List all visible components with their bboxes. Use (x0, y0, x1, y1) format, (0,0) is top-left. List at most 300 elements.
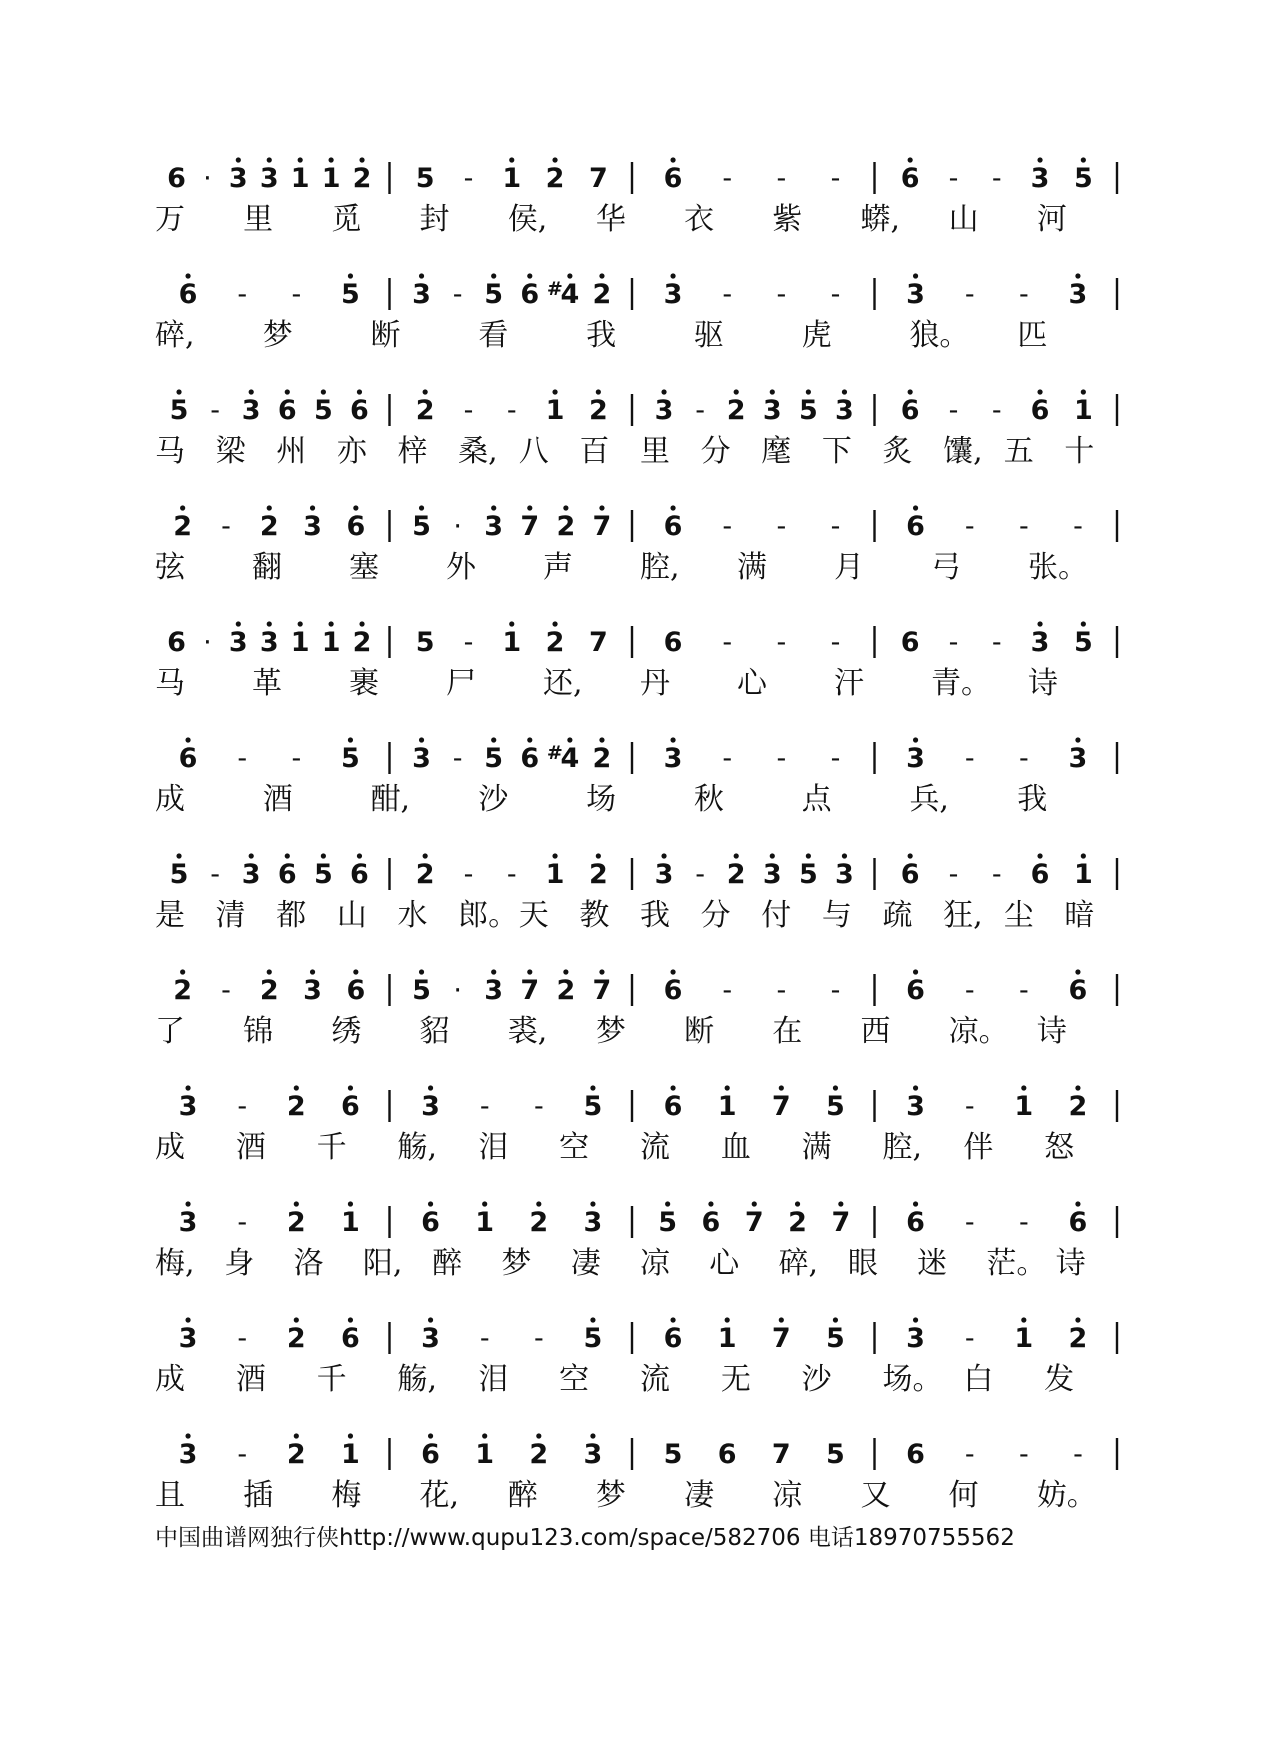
dash-symbol: - (695, 395, 705, 426)
dash-symbol: - (479, 1323, 490, 1354)
note: 7 (588, 163, 608, 194)
lyric-syllable: 梦 (595, 1478, 626, 1513)
octave-dot (590, 1433, 595, 1438)
octave-dot (563, 505, 568, 510)
dash-symbol: - (463, 627, 474, 658)
note: 6 (277, 395, 297, 426)
note: 3 (241, 859, 261, 890)
octave-dot (725, 1085, 730, 1090)
lyric-syllable: 且 (155, 1478, 185, 1513)
lyric-syllable: 匹 (1017, 318, 1048, 353)
note: 3 (259, 627, 279, 658)
lyric-syllable: 怒 (1044, 1130, 1075, 1165)
octave-dot (180, 505, 185, 510)
octave-dot (423, 853, 428, 858)
octave-dot (590, 1085, 595, 1090)
note: 5 (826, 1091, 845, 1122)
note: 6 (520, 743, 540, 774)
note: 3 (178, 1439, 198, 1470)
lyric-syllable: 千 (316, 1362, 347, 1397)
lyric-syllable: 空 (559, 1362, 590, 1397)
note: 6 (701, 1207, 721, 1238)
lyric-syllable: 炙 (882, 434, 913, 469)
lyric-syllable: 凄 (570, 1246, 601, 1281)
note: 1 (321, 163, 341, 194)
note: 3 (906, 1091, 925, 1122)
note: 6 (167, 627, 186, 658)
lyric-syllable: 梅, (155, 1246, 195, 1281)
dash-symbol: - (830, 627, 841, 658)
lyric-syllable: 十 (1064, 434, 1095, 469)
note: 2 (529, 1207, 549, 1238)
octave-dot (599, 737, 604, 742)
octave-dot (1081, 389, 1086, 394)
lyric-syllable: 声 (543, 550, 573, 585)
note: 3 (228, 163, 248, 194)
octave-dot (670, 969, 675, 974)
octave-dot (185, 1085, 190, 1090)
lyric-syllable: 革 (252, 666, 282, 701)
note: 5 (583, 1091, 603, 1122)
lyric-syllable: 泪 (478, 1130, 509, 1165)
lyric-syllable: 都 (276, 898, 307, 933)
lyric-syllable: 汗 (834, 666, 864, 701)
octave-dot (1075, 1201, 1080, 1206)
octave-dot (913, 1085, 918, 1090)
octave-dot (359, 621, 364, 626)
octave-dot (1075, 969, 1080, 974)
lyric-syllable: 成 (155, 1362, 185, 1397)
note: 2 (556, 511, 576, 542)
dash-symbol: - (964, 1207, 975, 1238)
lyric-syllable: 兵, (909, 782, 949, 817)
octave-dot (913, 1317, 918, 1322)
dash-symbol: - (452, 743, 463, 774)
lyric-syllable: 梦 (595, 1014, 626, 1049)
lyric-syllable: 心 (709, 1246, 740, 1281)
lyric-syllable: 月 (834, 550, 864, 585)
lyric-syllable: 百 (579, 434, 610, 469)
octave-dot (1075, 1317, 1080, 1322)
octave-dot (348, 737, 353, 742)
lyric-syllable: 裘, (507, 1014, 548, 1049)
octave-dot (285, 853, 290, 858)
note: 3 (663, 279, 683, 310)
lyric-syllable: 山 (336, 898, 367, 933)
lyric-syllable: 迷 (917, 1246, 948, 1281)
octave-dot (419, 505, 424, 510)
dash-symbol: - (479, 1091, 490, 1122)
note: 2 (726, 859, 746, 890)
note: 3 (906, 279, 925, 310)
note: 6 (663, 511, 683, 542)
note: 3 (906, 1323, 925, 1354)
dash-symbol: - (1018, 1439, 1029, 1470)
lyric-syllable: 紫 (772, 202, 803, 237)
note: 6 (1068, 975, 1088, 1006)
lyric-syllable: 流 (640, 1130, 670, 1165)
dash-symbol: - (991, 859, 1002, 890)
lyric-syllable: 场。 (882, 1362, 943, 1397)
note: 2 (352, 163, 372, 194)
octave-dot (1075, 273, 1080, 278)
lyric-syllable: 西 (860, 1014, 891, 1049)
octave-dot (770, 389, 775, 394)
octave-dot (1037, 853, 1042, 858)
lyric-syllable: 流 (640, 1362, 670, 1397)
note: 3 (259, 163, 279, 194)
lyric-syllable: 沙 (478, 782, 509, 817)
lyric-syllable: 成 (155, 1130, 185, 1165)
note: 2 (529, 1439, 549, 1470)
dot-symbol: · (453, 511, 462, 542)
dash-symbol: - (533, 1323, 544, 1354)
octave-dot (357, 853, 362, 858)
lyric-syllable: 蟒, (860, 202, 901, 237)
octave-dot (1081, 157, 1086, 162)
lyric-syllable: 酒 (235, 1362, 266, 1397)
dash-symbol: - (722, 975, 733, 1006)
octave-dot (298, 621, 303, 626)
note: 2 (352, 627, 372, 658)
note: 1 (502, 627, 522, 658)
lyric-syllable: 凉 (772, 1478, 803, 1513)
dash-symbol: - (452, 279, 463, 310)
note: 2 (592, 279, 612, 310)
dash-symbol: - (237, 1207, 248, 1238)
lyric-syllable: 里 (243, 202, 274, 237)
octave-dot (348, 1317, 353, 1322)
note: 1 (502, 163, 522, 194)
lyric-syllable: 弓 (931, 550, 961, 585)
lyric-syllable: 万 (155, 202, 185, 237)
dot-symbol: · (453, 975, 462, 1006)
note: 6 (350, 395, 369, 426)
octave-dot (357, 389, 362, 394)
octave-dot (913, 969, 918, 974)
note: 3 (906, 743, 925, 774)
note: 7 (592, 511, 612, 542)
octave-dot (180, 969, 185, 974)
note: 3 (412, 743, 431, 774)
note: 2 (726, 395, 746, 426)
note: 5 (412, 975, 431, 1006)
lyric-syllable: 碎, (778, 1246, 819, 1281)
dash-symbol: - (964, 1091, 975, 1122)
octave-dot (913, 505, 918, 510)
lyric-syllable: 外 (446, 550, 476, 585)
dash-symbol: - (948, 163, 959, 194)
dash-symbol: - (776, 511, 787, 542)
octave-dot (176, 853, 181, 858)
note: 6 (663, 975, 683, 1006)
octave-dot (267, 621, 272, 626)
note: 2 (1068, 1323, 1088, 1354)
octave-dot (599, 273, 604, 278)
lyric-syllable: 秋 (693, 782, 724, 817)
dash-symbol: - (722, 511, 733, 542)
note: 5 (1073, 627, 1093, 658)
note: 6 (900, 395, 920, 426)
octave-dot (552, 157, 557, 162)
lyric-syllable: 诗 (1055, 1246, 1086, 1281)
note: 3 (484, 511, 504, 542)
note: 1 (290, 627, 310, 658)
note: 3 (583, 1207, 603, 1238)
note: 3 (835, 859, 854, 890)
note: 7 (520, 975, 540, 1006)
note: 2 (173, 975, 193, 1006)
note: 3 (1030, 627, 1050, 658)
sharp-sign: # (546, 742, 563, 764)
note: 1 (1073, 859, 1093, 890)
octave-dot (419, 969, 424, 974)
note: 6 (341, 1323, 360, 1354)
note: 6 (167, 163, 186, 194)
note: 1 (475, 1207, 495, 1238)
lyric-syllable: 伴 (963, 1130, 994, 1165)
lyric-syllable: 空 (559, 1130, 590, 1165)
lyric-syllable: 马 (155, 666, 185, 701)
octave-dot (348, 1201, 353, 1206)
dash-symbol: - (1073, 1439, 1083, 1470)
octave-dot (752, 1201, 757, 1206)
note: 3 (178, 1207, 198, 1238)
octave-dot (908, 157, 913, 162)
lyric-syllable: 梦 (501, 1246, 532, 1281)
octave-dot (491, 273, 496, 278)
lyric-syllable: 侯, (507, 202, 548, 237)
octave-dot (353, 505, 358, 510)
lyric-syllable: 是 (155, 898, 185, 933)
dash-symbol: - (1018, 1207, 1029, 1238)
octave-dot (267, 157, 272, 162)
dash-symbol: - (776, 975, 787, 1006)
note: 3 (484, 975, 504, 1006)
lyric-syllable: 尸 (446, 666, 476, 701)
lyric-syllable: 成 (155, 782, 185, 817)
octave-dot (913, 737, 918, 742)
note: 3 (241, 395, 261, 426)
lyric-syllable: 虎 (801, 318, 832, 353)
dash-symbol: - (722, 627, 733, 658)
octave-dot (552, 389, 557, 394)
octave-dot (321, 389, 326, 394)
lyric-syllable: 塞 (349, 550, 379, 585)
octave-dot (590, 1201, 595, 1206)
lyric-syllable: 断 (370, 318, 401, 353)
octave-dot (1075, 737, 1080, 742)
octave-dot (1081, 621, 1086, 626)
lyric-syllable: 凄 (684, 1478, 715, 1513)
note: 1 (290, 163, 310, 194)
note: 6 (717, 1439, 737, 1470)
note: 6 (663, 627, 683, 658)
lyric-syllable: 封 (419, 202, 450, 237)
lyric-syllable: 点 (801, 782, 832, 817)
octave-dot (310, 969, 315, 974)
note: 6 (421, 1207, 440, 1238)
note: 6 (663, 163, 683, 194)
octave-dot (779, 1085, 784, 1090)
lyric-syllable: 腔, (882, 1130, 923, 1165)
lyric-syllable: 梅 (331, 1478, 362, 1513)
lyric-syllable: 马 (155, 434, 185, 469)
note: 5 (169, 395, 189, 426)
octave-dot (708, 1201, 713, 1206)
note: 2 (286, 1323, 306, 1354)
octave-dot (419, 273, 424, 278)
lyric-syllable: 丹 (640, 666, 670, 701)
octave-dot (842, 853, 847, 858)
octave-dot (491, 505, 496, 510)
lyric-syllable: 疏 (882, 898, 913, 933)
lyric-syllable: 凉。 (948, 1014, 1009, 1049)
note: 5 (663, 1439, 683, 1470)
octave-dot (913, 1201, 918, 1206)
note: 1 (341, 1207, 360, 1238)
octave-dot (661, 389, 666, 394)
note: 2 (545, 163, 565, 194)
lyric-syllable: 亦 (336, 434, 367, 469)
lyric-syllable: 了 (155, 1014, 185, 1049)
lyric-syllable: 何 (948, 1478, 979, 1513)
octave-dot (294, 1201, 299, 1206)
note: 6 (421, 1439, 440, 1470)
dash-symbol: - (210, 859, 220, 890)
lyric-syllable: 锦 (243, 1014, 274, 1049)
lyric-syllable: 衣 (684, 202, 715, 237)
octave-dot (185, 1433, 190, 1438)
note: 3 (303, 975, 322, 1006)
lyric-syllable: 水 (397, 898, 428, 933)
octave-dot (599, 969, 604, 974)
note: 6 (900, 163, 920, 194)
note: 3 (421, 1323, 440, 1354)
lyric-syllable: 诗 (1028, 666, 1058, 701)
note: 5 (169, 859, 189, 890)
note: 2 (259, 975, 279, 1006)
lyric-syllable: 与 (821, 898, 852, 933)
note: 6 (520, 279, 540, 310)
dash-symbol: - (964, 279, 975, 310)
lyric-syllable: 八 (518, 434, 549, 469)
octave-dot (236, 157, 241, 162)
lyric-syllable: 麾 (761, 434, 792, 469)
note: 7 (771, 1439, 791, 1470)
note: 2 (588, 859, 608, 890)
octave-dot (527, 505, 532, 510)
note: 5 (583, 1323, 603, 1354)
note: 5 (415, 627, 435, 658)
octave-dot (294, 1085, 299, 1090)
lyric-syllable: 教 (579, 898, 610, 933)
note: 6 (906, 1439, 925, 1470)
lyric-syllable: 青。 (931, 666, 991, 701)
note: 3 (762, 859, 782, 890)
octave-dot (329, 157, 334, 162)
octave-dot (670, 157, 675, 162)
note: 6 (178, 743, 198, 774)
lyric-syllable: 酣, (370, 782, 411, 817)
lyric-syllable: 我 (1017, 782, 1048, 817)
note: 6 (277, 859, 297, 890)
dash-symbol: - (1073, 511, 1083, 542)
note: 6 (346, 975, 366, 1006)
lyric-syllable: 洛 (293, 1246, 324, 1281)
note: 1 (1014, 1323, 1034, 1354)
dash-symbol: - (463, 163, 474, 194)
dash-symbol: - (1018, 279, 1029, 310)
dash-symbol: - (991, 627, 1002, 658)
dash-symbol: - (830, 279, 841, 310)
note: 5 (484, 279, 504, 310)
dash-symbol: - (1018, 511, 1029, 542)
note: 5 (484, 743, 504, 774)
lyric-syllable: 馕, (943, 434, 983, 469)
lyric-syllable: 分 (700, 434, 731, 469)
score-body (155, 157, 1117, 1513)
dash-symbol: - (722, 163, 733, 194)
octave-dot (185, 737, 190, 742)
note: 3 (412, 279, 431, 310)
note: 1 (545, 859, 565, 890)
lyric-syllable: 醉 (507, 1478, 538, 1513)
octave-dot (552, 853, 557, 858)
lyric-syllable: 身 (224, 1246, 255, 1281)
lyric-syllable: 断 (684, 1014, 715, 1049)
note: 6 (906, 511, 925, 542)
octave-dot (176, 389, 181, 394)
octave-dot (1037, 389, 1042, 394)
note: 3 (654, 395, 674, 426)
lyric-syllable: 我 (640, 898, 670, 933)
lyric-syllable: 桑, (458, 434, 498, 469)
octave-dot (185, 1317, 190, 1322)
octave-dot (833, 1085, 838, 1090)
octave-dot (563, 969, 568, 974)
lyric-syllable: 尘 (1003, 898, 1034, 933)
dash-symbol: - (991, 163, 1002, 194)
note: 5 (412, 511, 431, 542)
octave-dot (509, 621, 514, 626)
dash-symbol: - (1018, 975, 1029, 1006)
octave-dot (348, 273, 353, 278)
lyric-syllable: 沙 (801, 1362, 832, 1397)
lyric-syllable: 还, (543, 666, 583, 701)
octave-dot (294, 1433, 299, 1438)
octave-dot (428, 1317, 433, 1322)
note: 6 (350, 859, 369, 890)
octave-dot (359, 157, 364, 162)
octave-dot (509, 157, 514, 162)
note: 1 (717, 1091, 737, 1122)
octave-dot (670, 1317, 675, 1322)
lyric-syllable: 华 (595, 202, 626, 237)
note: 3 (421, 1091, 440, 1122)
octave-dot (779, 1317, 784, 1322)
octave-dot (1081, 853, 1086, 858)
note: 5 (341, 743, 360, 774)
lyric-syllable: 插 (243, 1478, 274, 1513)
octave-dot (491, 969, 496, 974)
note: 2 (173, 511, 193, 542)
octave-dot (833, 1317, 838, 1322)
note: 1 (1014, 1091, 1034, 1122)
note: 6 (341, 1091, 360, 1122)
note: 2 (556, 975, 576, 1006)
note: 6 (663, 1091, 683, 1122)
